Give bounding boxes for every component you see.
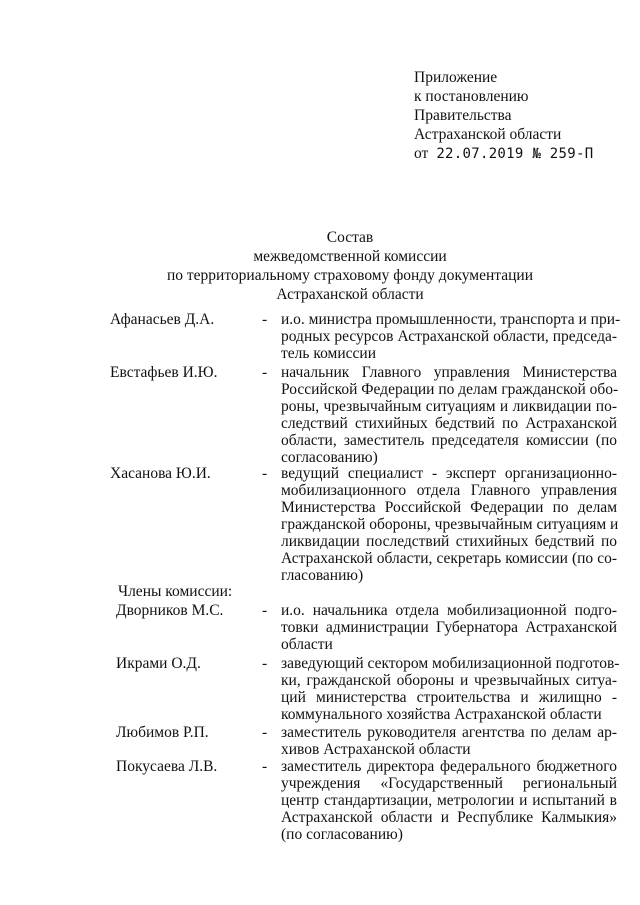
member-role [281,311,621,362]
appendix-header [414,68,593,164]
role-line: учреждения «Государственный региональный [281,775,617,792]
appendix-date-line [414,144,593,164]
role-line: роны, чрезвычайным ситуациям и ликвидации по- [281,398,617,415]
member-role [281,364,617,466]
role-line: ликвидации последствий стихийных бедствий по [281,533,617,550]
role-line: ки, гражданской обороны и чрезвычайных ситуа- [281,672,617,689]
member-name: Любимов Р.П. [116,724,209,741]
member-role [281,655,620,723]
appendix-line: Астраханской области [414,126,562,143]
role-line: области, заместитель председателя комиссии (по [281,432,617,449]
dash-separator: - [262,655,268,672]
role-line: гласованию) [281,567,364,584]
role-line: следствий стихийных бедствий по Астраханской [281,415,617,432]
document-date-number: 22.07.2019 № 259-П [436,146,594,162]
document-title [150,228,550,304]
role-line: и.о. министра промышленности, транспорта и при- [281,311,621,328]
role-line: товки администрации Губернатора Астраханской [281,619,617,636]
role-line: коммунального хозяйства Астраханской области [281,706,602,723]
role-line: ций министерства строительства и жилищно - [281,689,617,706]
role-line: заместитель руководителя агентства по делам ар- [281,724,617,741]
role-line: ведущий специалист - эксперт организационно- [281,465,617,482]
role-line: области [281,636,333,653]
appendix-line: Правительства [414,107,512,124]
role-line: гражданской обороны, чрезвычайным ситуациям и [281,516,619,533]
role-line: и.о. начальника отдела мобилизационной подго- [281,602,617,619]
appendix-line: Приложение [414,69,498,86]
member-role [281,465,617,584]
title-line: Состав [326,229,374,246]
role-line: начальник Главного управления Министерства [281,364,617,381]
dash-separator: - [262,311,268,328]
role-line: Российской Федерации по делам гражданской обо- [281,381,619,398]
role-line: центр стандартизации, метрологии и испытаний в [281,792,617,809]
member-role [281,602,617,653]
members-label: Члены комиссии: [118,583,233,600]
role-line: согласованию) [281,449,378,466]
dash-separator: - [262,465,268,482]
member-name: Покусаева Л.В. [116,758,218,775]
role-line: мобилизационного отдела Главного управления [281,482,617,499]
appendix-line: к постановлению [414,88,529,105]
member-role [281,724,617,758]
member-name: Икрами О.Д. [116,655,201,672]
dash-separator: - [262,758,268,775]
member-name: Дворников М.С. [116,602,224,619]
dash-separator: - [262,602,268,619]
role-line: Министерства Российской Федерации по делам [281,499,617,516]
role-line: Астраханской области, секретарь комиссии (по со- [281,550,617,567]
date-prefix: от [414,145,429,162]
role-line: Астраханской области и Республике Калмыкия» [281,809,617,826]
title-line: по территориальному страховому фонду документации [166,267,534,284]
title-line: межведомственной комиссии [253,248,447,265]
title-line: Астраханской области [276,286,424,303]
member-name: Евстафьев И.Ю. [110,364,218,381]
role-line: заместитель директора федерального бюджетного [281,758,617,775]
role-line: заведующий сектором мобилизационной подготов- [281,655,620,672]
member-role [281,758,617,843]
member-name: Афанасьев Д.А. [110,311,215,328]
role-line: (по согласованию) [281,826,403,843]
dash-separator: - [262,364,268,381]
role-line: тель комиссии [281,345,376,362]
role-line: хивов Астраханской области [281,741,471,758]
member-name: Хасанова Ю.И. [110,465,211,482]
role-line: родных ресурсов Астраханской области, председа- [281,328,617,345]
dash-separator: - [262,724,268,741]
